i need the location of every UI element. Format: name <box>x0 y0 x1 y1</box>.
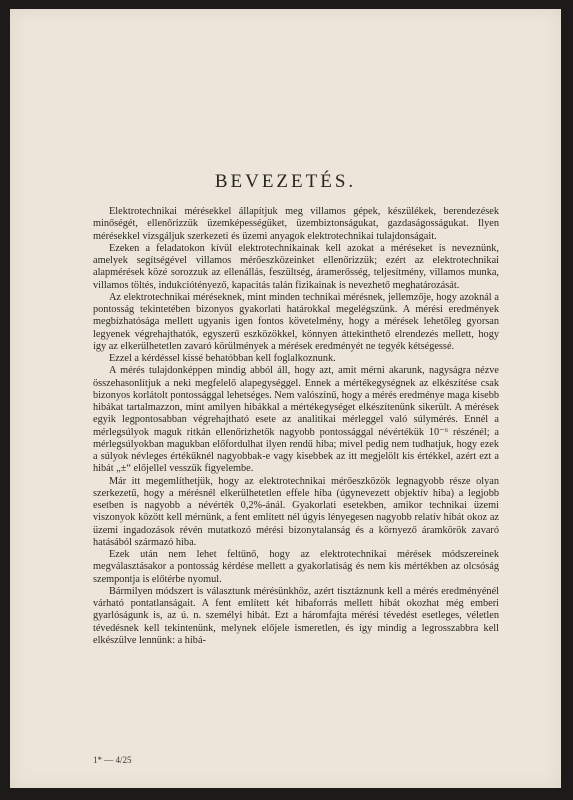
paragraph: Ezeken a feladatokon kívül elektrotechnikainak kell azokat a méréseket is neveznünk, amelyek segítségével villamos mérőeszközeinket ellenőrizzük; ezért az elektrotechnikai alapmérések közé sorozzuk az ellenállás, feszültség, áramerősség, teljesítmény, villamos munka, villamos töltés, indukciótényező, kapacitás talán fizikainak is nevezhető meghatározását. <box>93 242 499 291</box>
page-title: BEVEZETÉS. <box>214 171 357 192</box>
document-page <box>10 9 561 788</box>
signature-mark: 1* — 4/25 <box>93 755 132 765</box>
paragraph: A mérés tulajdonképpen mindig abból áll, hogy azt, amit mérni akarunk, nagyságra nézve összehasonlítjuk a neki megfelelő alapegységgel. Ennek a mértékegységnek az elkészítése csak bizonyos korlátolt pontossággal lehetséges. Nem valószínű, hogy a mérés eredménye maga kisebb hibákat tartalmazzon, mint amilyen hibákkal a mértékegységet elkészítenünk sikerült. A mérések egyik legpontosabban végrehajtható esete az analitikai mérleggel való súlymérés. Ennél a mérlegsúlyok maguk ritkán ellenőrizhetők nagyobb pontossággal névértékük 10⁻⁶ részénél; a mérlegsúlyokban magukban előfordulhat ilyen rendű hiba; mivel pedig nem tudhatjuk, hogy ezek a súlyok névleges értékűknél nagyobbak-e vagy kisebbek az itt megjelölt kis értékkel, azért ezt a hibát „±“ előjellel vesszük figyelembe. <box>93 365 499 475</box>
paragraph: Ezzel a kérdéssel kissé behatóbban kell foglalkoznunk. <box>109 353 336 364</box>
paragraph: Bármilyen módszert is választunk mérésünkhöz, azért tisztáznunk kell a mérés eredményénél várható pontatlanságait. A fent említett két hibaforrás mellett hibát okozhat még emberi gyarlóságunk is, az ú. n. személyi hibát. Ezt a háromfajta mérési tévedést esetleges, véletlen tévedésnek kell tekintenünk, melynek előjele ismeretlen, és így mindig a legrosszabbra kell elkészülve lennünk: a hibá- <box>93 585 499 646</box>
paragraph: Az elektrotechnikai méréseknek, mint minden technikai mérésnek, jellemzője, hogy azoknál a pontosság tekintetében bizonyos gyakorlati határokkal megelégszünk. A mérési eredmények megbízhatósága mellett ugyanis igen fontos követelmény, hogy a mérések lehetőleg gyorsan legyenek végrehajthatók, egyszerű eszközökkel, könnyen áttekinthető elrendezés mellett, hogy így az elkerülhetetlen zavaró körülmények a mérések eredményét ne tegyék kétségessé. <box>93 291 499 352</box>
paragraph: Már itt megemlíthetjük, hogy az elektrotechnikai mérőeszközök legnagyobb része olyan szerkezetű, hogy a mérésnél elkerülhetetlen effele hiba (úgynevezett objektív hiba) a legjobb esetben is nagyobb a névérték 0,2%-ánál. Gyakorlati esetekben, amikor technikai üzemi viszonyok között kell mérnünk, a fent említett nél úgyis lényegesen nagyobb relatív hibát okoz az üzemi ingadozások révén mutatkozó mérési bizonytalanság és a környező áramkörök zavaró hatásából származó hiba. <box>93 475 499 548</box>
paragraph: Ezek után nem lehet feltűnő, hogy az elektrotechnikai mérések módszereinek megválasztásakor a pontosság kérdése mellett a gyakorlatiság és nem kis mértékben az olcsóság szempontja is előtérbe nyomul. <box>93 549 499 585</box>
paragraph: Elektrotechnikai mérésekkel állapítjuk meg villamos gépek, készülékek, berendezések minőségét, ellenőrizzük üzemképességüket, üzembiztonságukat, gazdaságosságukat. Ilyen mérésekkel vizsgáljuk szerkezeti és üzemi anyagok elektrotechnikai tulajdonságait. <box>93 206 499 242</box>
body-text <box>93 206 499 647</box>
